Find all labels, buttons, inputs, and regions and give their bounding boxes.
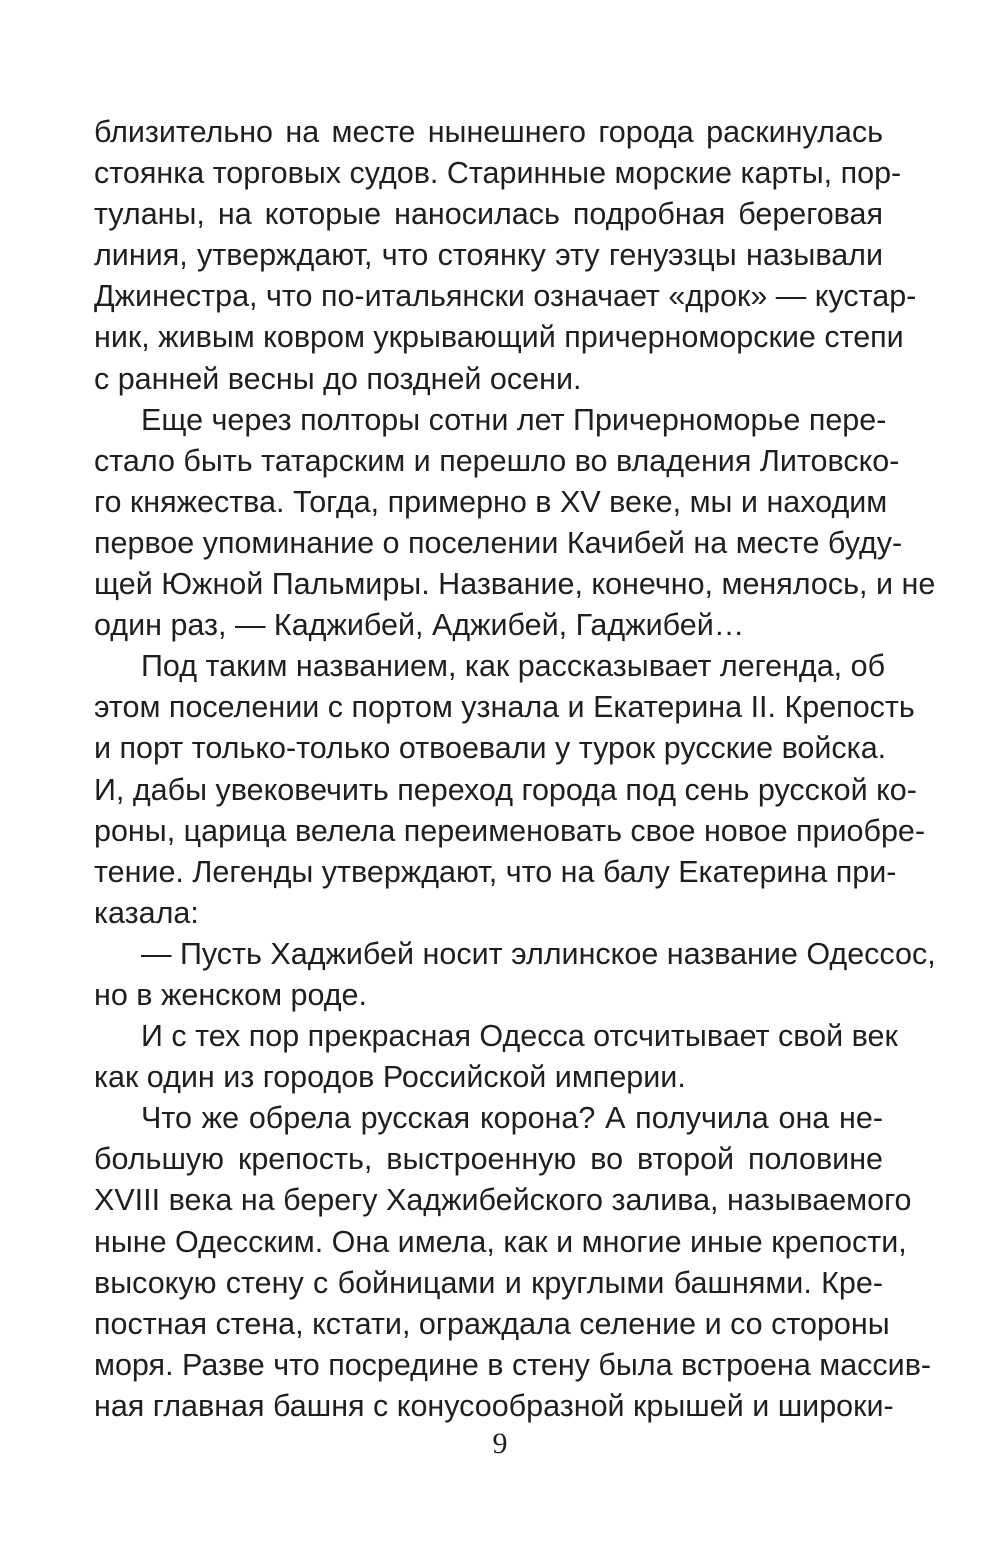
dialogue-line: — Пусть Хаджибей носит эллинское название Одессос, (141, 936, 936, 971)
text-line: роны, царица велела переименовать свое новое приобре- (94, 813, 926, 848)
text-line: первое упоминание о поселении Качибей на месте буду- (94, 525, 903, 560)
text-line: как один из городов Российской империи. (94, 1060, 686, 1095)
text-line: и порт только-только отвоевали у турок русские войска. (94, 731, 887, 766)
text-line: ник, живым ковром укрывающий причерноморские степи (94, 320, 904, 355)
text-line: этом поселении с портом узнала и Екатерина II. Крепость (94, 690, 915, 725)
text-line: с ранней весны до поздней осени. (94, 361, 582, 396)
body-text (94, 112, 936, 1427)
text-line: ная главная башня с конусообразной крышей и широки- (94, 1388, 894, 1423)
text-line: близительно на месте нынешнего города раскинулась (94, 115, 883, 149)
text-line: тение. Легенды утверждают, что на балу Екатерина при- (94, 854, 897, 889)
text-line: но в женском роде. (94, 977, 367, 1012)
text-line: стоянка торговых судов. Старинные морские карты, пор- (94, 156, 902, 191)
text-line: туланы, на которые наносилась подробная береговая (94, 197, 883, 232)
text-line: стало быть татарским и перешло во владения Литовско- (94, 443, 900, 478)
text-line: большую крепость, выстроенную во второй половине (94, 1142, 883, 1177)
text-line: высокую стену с бойницами и круглыми башнями. Кре- (94, 1265, 883, 1300)
paragraph-start-line: И с тех пор прекрасная Одесса отсчитывает свой век (141, 1019, 898, 1054)
paragraph-start-line: Что же обрела русская корона? А получила она не- (141, 1101, 883, 1136)
text-line: щей Южной Пальмиры. Название, конечно, менялось, и не (94, 567, 936, 602)
text-line: И, дабы увековечить переход города под сень русской ко- (94, 772, 917, 807)
paragraph-start-line: Еще через полторы сотни лет Причерноморье пере- (141, 402, 887, 437)
page-number: 9 (492, 1427, 508, 1460)
text-line: Джинестра, что по-итальянски означает «дрок» — кустар- (94, 279, 917, 314)
text-line: один раз, — Каджибей, Аджибей, Гаджибей… (94, 608, 745, 643)
text-line: XVIII века на берегу Хаджибейского залива, называемого (94, 1183, 912, 1218)
text-line: постная стена, кстати, ограждала селение и со стороны (94, 1306, 890, 1341)
text-line: моря. Разве что посредине в стену была встроена массив- (94, 1347, 932, 1382)
paragraph-start-line: Под таким названием, как рассказывает легенда, об (141, 649, 886, 684)
text-line: линия, утверждают, что стоянку эту генуэзцы называли (94, 238, 883, 273)
text-line: го княжества. Тогда, примерно в XV веке, мы и находим (94, 484, 888, 519)
text-line: ныне Одесским. Она имела, как и многие иные крепости, (94, 1224, 907, 1259)
text-line: казала: (94, 895, 199, 930)
